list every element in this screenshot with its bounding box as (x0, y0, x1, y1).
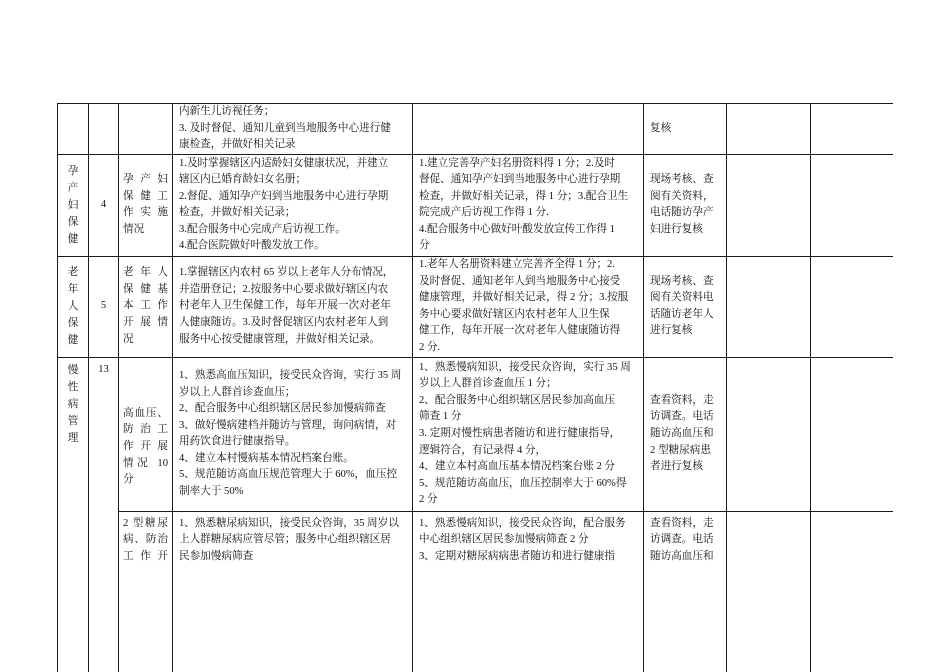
score-cell (89, 104, 119, 155)
item-text (123, 172, 168, 238)
text-line: 查看资料，走 (650, 517, 714, 529)
text-line: 1.建立完善孕产妇名册资料得 1 分；2.及时 (419, 157, 615, 169)
table-row (58, 357, 894, 511)
item-cell (119, 511, 173, 672)
item-text (123, 516, 168, 566)
text-line: 上人群糖尿病应管尽管；服务中心组织辖区居 (179, 534, 391, 546)
table-row (58, 104, 894, 155)
text-line: 辖区内已婚育龄妇女名册； (179, 174, 307, 186)
text-line: 村老年人卫生保健工作，每年开展一次对老年 (179, 300, 391, 312)
text-line: 逻辑符合，有记录得 4 分， (419, 444, 547, 456)
document-page (57, 103, 893, 672)
blank-cell (811, 357, 894, 511)
text-line: 2 分 (419, 494, 438, 506)
text-line: 病、防治 (123, 534, 168, 546)
text-line: 4、建立本村高血压基本情况档案台账 2 分 (419, 461, 615, 473)
text-line: 内新生儿访视任务； (179, 106, 275, 117)
text-line: 作实施 (123, 207, 168, 219)
text-line: 筛查 1 分 (419, 411, 462, 423)
text-line: 制率大于 50% (179, 486, 244, 498)
text-line: 中心组织辖区居民参加慢病筛查 2 分 (419, 534, 589, 546)
criteria-cell (413, 256, 644, 357)
text-line: 2、配合服务中心组织辖区居民参加慢病筛查 (179, 403, 386, 415)
text-line: 2 型糖尿 (123, 517, 168, 529)
blank-cell (727, 256, 811, 357)
criteria-cell (413, 154, 644, 256)
item-text (123, 265, 168, 348)
text-line: 民参加慢病筛查 (179, 550, 254, 562)
text-line: 康检查，并做好相关记录 (179, 139, 296, 151)
item-cell (119, 256, 173, 357)
score-cell (89, 357, 119, 672)
text-line: 督促、通知孕产妇到当地服务中心进行孕期 (419, 174, 621, 186)
score-value: 5 (100, 300, 107, 312)
text-line: 者进行复核 (650, 461, 703, 473)
method-text (650, 274, 720, 340)
text-line: 现场考核、查 (650, 275, 714, 287)
score-value: 4 (100, 198, 107, 210)
score-value: 13 (98, 363, 109, 375)
category-cell (58, 256, 89, 357)
criteria-text (419, 257, 637, 357)
method-text (650, 172, 720, 238)
criteria-cell (413, 104, 644, 155)
text-line: 3.配合服务中心完成产后访视工作。 (179, 223, 346, 235)
text-line: 保健基 (123, 283, 168, 295)
text-line: 院完成产后访视工作得 1 分. (419, 207, 549, 219)
text-line: 进行复核 (650, 325, 693, 337)
text-line: 1、熟悉高血压知识，接受民众咨询，实行 35 周 (179, 369, 402, 381)
content-text (179, 368, 406, 501)
text-line: 5、规范随访高血压规范管理大于 60%，血压控 (179, 469, 398, 481)
text-line: 2、配合服务中心组织辖区居民参加高血压 (419, 394, 615, 406)
text-line: 检查，并做好相关记录； (179, 207, 296, 219)
blank-cell (727, 357, 811, 511)
item-cell (119, 104, 173, 155)
blank-cell (811, 104, 894, 155)
text-line: 务中心要求做好辖区内农村老年人卫生保 (419, 308, 610, 320)
content-cell (173, 104, 413, 155)
method-cell (644, 104, 727, 155)
text-line: 1、熟悉慢病知识，接受民众咨询，配合服务 (419, 517, 626, 529)
text-line: 分 (419, 240, 430, 252)
text-line: 分 (123, 474, 134, 486)
criteria-cell (413, 511, 644, 672)
text-line: 服务中心按受健康管理，并做好相关记录。 (179, 333, 381, 345)
text-line: 阅有关资料电 (650, 292, 714, 304)
text-line: 4、建立本村慢病基本情况档案台账。 (179, 452, 354, 464)
text-line: 访调查。电话 (650, 534, 714, 546)
text-line: 复核 (650, 122, 672, 134)
text-line: 岁以上人群首诊查血压； (179, 386, 296, 398)
text-line: 电话随访孕产 (650, 207, 714, 219)
content-cell (173, 357, 413, 511)
category-cell (58, 357, 89, 672)
text-line: 4.配合医院做好叶酸发放工作。 (179, 240, 325, 252)
category-label: 慢性病管理 (67, 364, 79, 444)
text-line: 健康管理，并做好相关记录，得 2 分；3.按服 (419, 292, 629, 304)
method-cell (644, 256, 727, 357)
text-line: 1.老年人名册资料建立完善齐全得 1 分；2. (419, 259, 615, 270)
text-line: 岁以上人群首诊查血压 1 分； (419, 378, 557, 390)
text-line: 人健康随访。3.及时督促辖区内农村老年人到 (179, 317, 389, 329)
text-line: 查看资料，走 (650, 394, 714, 406)
content-cell (173, 256, 413, 357)
blank-cell (811, 256, 894, 357)
criteria-text (419, 156, 637, 256)
item-text (123, 406, 168, 489)
text-line: 访调查。电话 (650, 411, 714, 423)
text-line: 1、熟悉糖尿病知识，接受民众咨询，35 周岁以 (179, 517, 399, 529)
table-row (58, 511, 894, 672)
text-line: 随访高血压和 (650, 427, 714, 439)
text-line: 3. 定期对慢性病患者随访和进行健康指导， (419, 427, 621, 439)
blank-cell (811, 154, 894, 256)
table-row (58, 154, 894, 256)
method-cell (644, 511, 727, 672)
text-line: 5、规范随访高血压，血压控制率大于 60%得 (419, 477, 627, 489)
score-cell (89, 256, 119, 357)
text-line: 3. 及时督促、通知儿童到当地服务中心进行健 (179, 122, 391, 134)
item-cell (119, 154, 173, 256)
text-line: 情况 (123, 223, 145, 235)
text-line: 话随访老年人 (650, 308, 714, 320)
text-line: 3、做好慢病建档并随访与管理，询问病情，对 (179, 419, 397, 431)
category-cell (58, 154, 89, 256)
criteria-cell (413, 357, 644, 511)
content-text (179, 265, 406, 348)
content-cell (173, 511, 413, 672)
method-text (650, 516, 720, 566)
text-line: 1、熟悉慢病知识，接受民众咨询，实行 35 周 (419, 361, 631, 373)
text-line: 2 型糖尿病患 (650, 444, 711, 456)
category-label: 老年人保健 (67, 267, 79, 347)
text-line: 保健工 (123, 190, 168, 202)
text-line: 及时督促、通知老年人到当地服务中心接受 (419, 275, 621, 287)
text-line: 现场考核、查 (650, 174, 714, 186)
text-line: 老年人 (123, 267, 168, 279)
text-line: 孕产妇 (123, 174, 168, 186)
content-text (179, 516, 406, 566)
item-cell (119, 357, 173, 511)
blank-cell (811, 511, 894, 672)
text-line: 开展情 (123, 317, 168, 329)
category-cell (58, 104, 89, 155)
method-text (650, 393, 720, 476)
text-line: 3、定期对糖尿病病患者随访和进行健康指 (419, 550, 615, 562)
blank-cell (727, 154, 811, 256)
text-line: 并造册登记；2.按服务中心要求做好辖区内农 (179, 283, 389, 295)
text-line: 阅有关资料， (650, 190, 714, 202)
text-line: 检查，并做好相关记录，得 1 分；3.配合卫生 (419, 190, 629, 202)
text-line: 本工作 (123, 300, 168, 312)
text-line: 随访高血压和 (650, 550, 714, 562)
content-text (179, 156, 406, 256)
text-line: 4.配合服务中心做好叶酸发放宣传工作得 1 (419, 223, 615, 235)
text-line: 情况 10 (123, 457, 168, 469)
blank-cell (727, 511, 811, 672)
category-label: 孕产妇保健 (67, 165, 79, 245)
text-line: 妇进行复核 (650, 223, 703, 235)
content-cell (173, 154, 413, 256)
score-cell (89, 154, 119, 256)
text-line: 2 分. (419, 341, 441, 353)
assessment-table (57, 103, 893, 672)
method-cell (644, 357, 727, 511)
text-line: 2.督促、通知孕产妇到当地服务中心进行孕期 (179, 190, 389, 202)
text-line: 高血压、 (123, 407, 168, 419)
text-line: 1.及时掌握辖区内适龄妇女健康状况，并建立 (179, 157, 389, 169)
content-text (179, 104, 406, 154)
text-line: 工作开 (123, 550, 168, 562)
table-row (58, 256, 894, 357)
criteria-text (419, 360, 637, 509)
text-line: 用药饮食进行健康指导。 (179, 436, 296, 448)
method-cell (644, 154, 727, 256)
method-text (650, 121, 720, 138)
blank-cell (727, 104, 811, 155)
text-line: 1.掌握辖区内农村 65 岁以上老年人分布情况， (179, 267, 394, 279)
text-line: 防治工 (123, 424, 168, 436)
text-line: 况 (123, 333, 134, 345)
criteria-text (419, 516, 637, 566)
text-line: 健工作，每年开展一次对老年人健康随访得 (419, 325, 621, 337)
text-line: 作开展 (123, 440, 168, 452)
